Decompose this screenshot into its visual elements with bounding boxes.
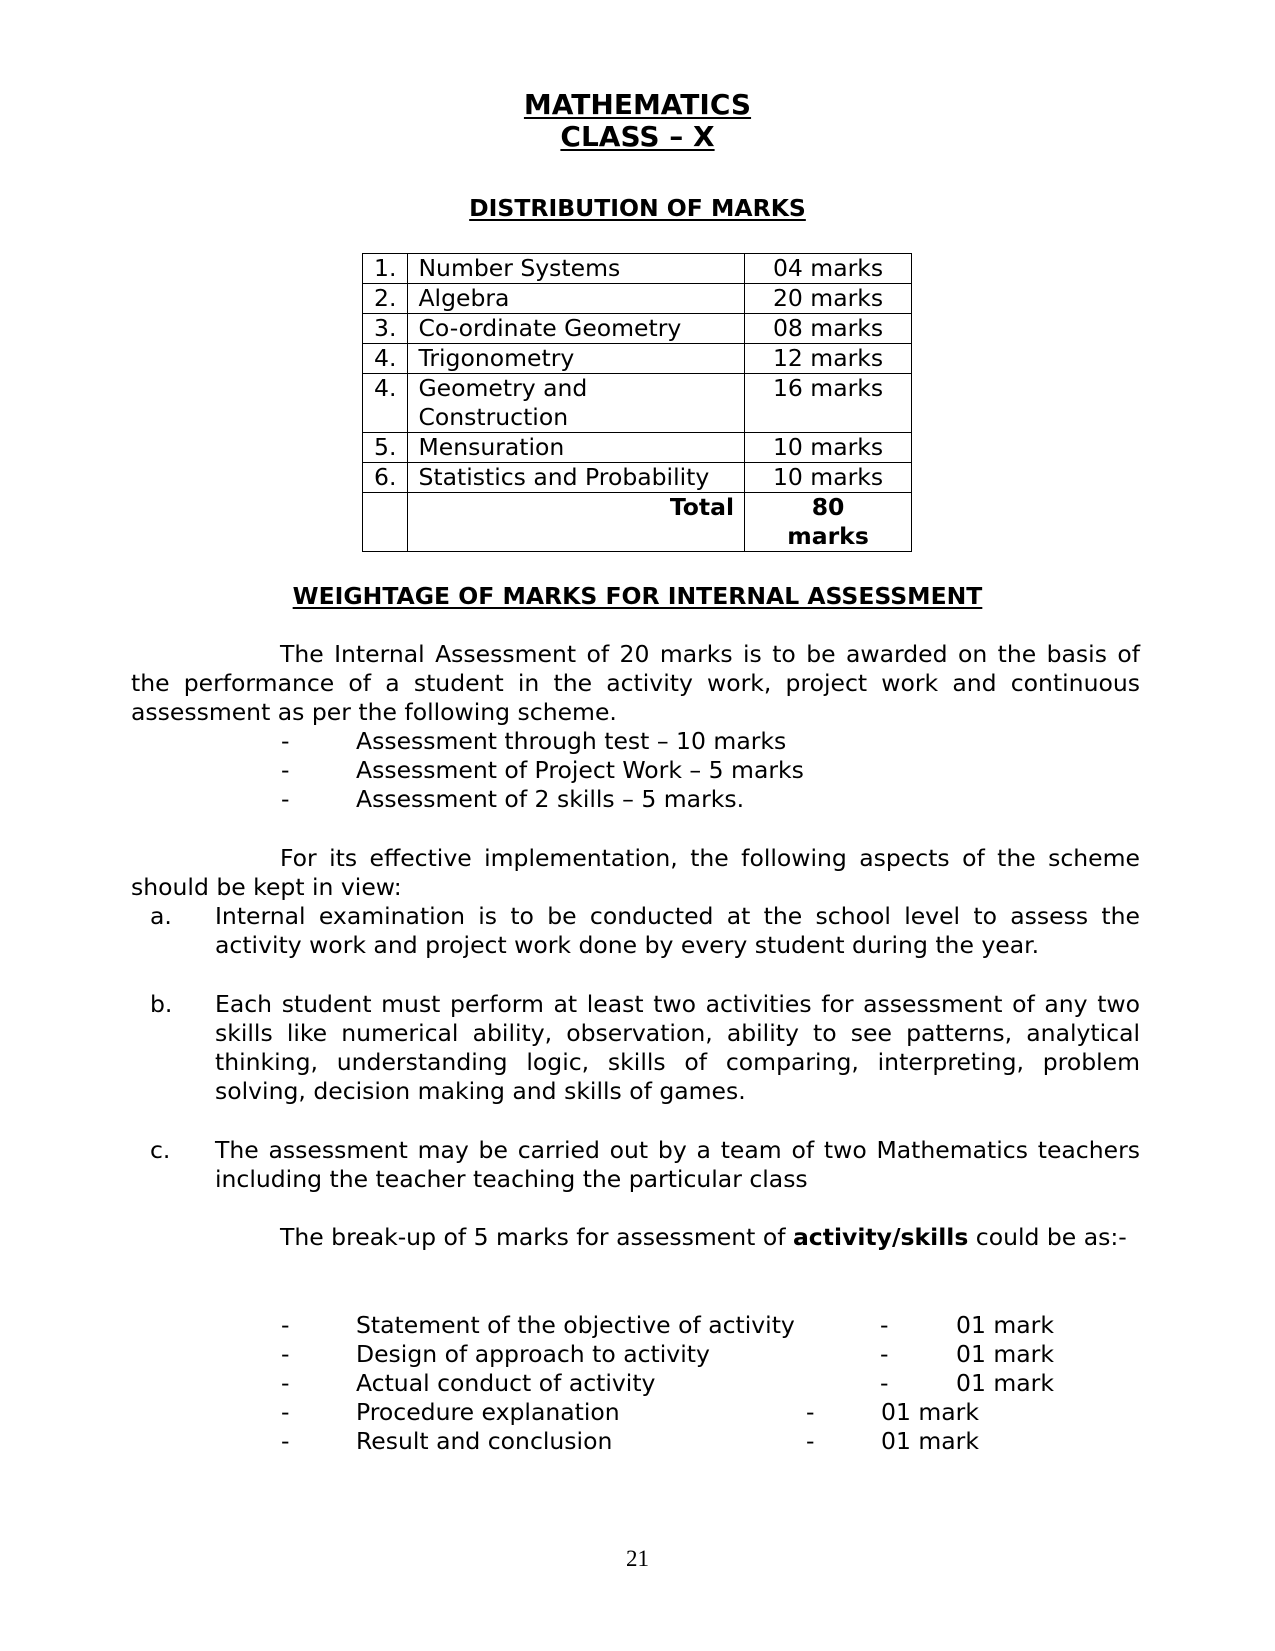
list-dash: - — [281, 785, 290, 813]
row-number: 1. — [363, 254, 408, 284]
row-topic: Trigonometry — [408, 344, 745, 374]
distribution-heading-text: DISTRIBUTION OF MARKS — [469, 194, 806, 222]
intro-paragraph — [131, 640, 1140, 727]
list-dash: - — [281, 1427, 290, 1455]
breakup-item-mark: 01 mark — [956, 1369, 1054, 1397]
intro-paragraph-text: The Internal Assessment of 20 marks is to be awarded on the basis of the performance of a student in the activity work, project work and continuous assessment as per the following scheme. — [131, 640, 1140, 726]
weightage-heading-text: WEIGHTAGE OF MARKS FOR INTERNAL ASSESSMENT — [292, 582, 983, 610]
implementation-paragraph — [131, 844, 1140, 902]
total-row — [363, 493, 912, 552]
weightage-heading — [0, 582, 1275, 610]
page-title — [0, 88, 1275, 122]
breakup-item-text: Result and conclusion — [356, 1427, 613, 1455]
table-row — [363, 463, 912, 493]
total-empty-cell — [363, 493, 408, 552]
row-number: 3. — [363, 314, 408, 344]
row-number: 6. — [363, 463, 408, 493]
row-marks: 08 marks — [745, 314, 912, 344]
total-label: Total — [408, 493, 745, 552]
breakup-item-mark: 01 mark — [881, 1427, 979, 1455]
list-dash: - — [281, 1398, 290, 1426]
list-dash: - — [281, 1369, 290, 1397]
breakup-separator: - — [880, 1369, 889, 1397]
row-number: 4. — [363, 344, 408, 374]
row-topic: Mensuration — [408, 433, 745, 463]
table-row — [363, 374, 912, 433]
breakup-item-mark: 01 mark — [956, 1340, 1054, 1368]
breakup-bold: activity/skills — [792, 1223, 969, 1251]
distribution-heading — [0, 194, 1275, 222]
list-item-text: Assessment of 2 skills – 5 marks. — [356, 785, 745, 813]
row-topic: Geometry and Construction — [408, 374, 745, 433]
row-marks: 16 marks — [745, 374, 912, 433]
row-marks: 10 marks — [745, 463, 912, 493]
title-class: CLASS – X — [560, 120, 715, 153]
title-subject: MATHEMATICS — [523, 88, 752, 121]
total-value: 80 marks — [745, 493, 912, 552]
row-number: 5. — [363, 433, 408, 463]
row-marks: 10 marks — [745, 433, 912, 463]
list-dash: - — [281, 727, 290, 755]
breakup-suffix: could be as:- — [968, 1223, 1127, 1251]
breakup-item-text: Procedure explanation — [356, 1398, 620, 1426]
breakup-paragraph — [131, 1223, 1140, 1252]
list-item-text: Assessment of Project Work – 5 marks — [356, 756, 804, 784]
row-marks: 12 marks — [745, 344, 912, 374]
breakup-separator: - — [880, 1340, 889, 1368]
breakup-item-text: Design of approach to activity — [356, 1340, 710, 1368]
breakup-separator: - — [806, 1398, 815, 1426]
list-item-text: Assessment through test – 10 marks — [356, 727, 787, 755]
breakup-item-text: Statement of the objective of activity — [356, 1311, 795, 1339]
row-number: 2. — [363, 284, 408, 314]
row-number: 4. — [363, 374, 408, 433]
row-topic: Number Systems — [408, 254, 745, 284]
breakup-item-mark: 01 mark — [881, 1398, 979, 1426]
aspect-text: Each student must perform at least two activities for assessment of any two skills like numerical ability, observation, ability to see patterns, analytical thinking, understanding logic, skills of comparing, interpreting, problem solving, decision making and skills of games. — [215, 990, 1140, 1105]
table-row — [363, 254, 912, 284]
page-number: 21 — [626, 1546, 649, 1571]
aspect-label: c. — [150, 1136, 171, 1164]
breakup-item-text: Actual conduct of activity — [356, 1369, 656, 1397]
aspect-item-c — [131, 1136, 1140, 1194]
row-topic: Co-ordinate Geometry — [408, 314, 745, 344]
table-row — [363, 314, 912, 344]
row-topic: Statistics and Probability — [408, 463, 745, 493]
table-row — [363, 344, 912, 374]
aspect-text: The assessment may be carried out by a team of two Mathematics teachers including the teacher teaching the particular class — [215, 1136, 1140, 1193]
breakup-separator: - — [880, 1311, 889, 1339]
row-topic: Algebra — [408, 284, 745, 314]
aspect-item-a — [131, 902, 1140, 960]
list-dash: - — [281, 1340, 290, 1368]
page-subtitle — [0, 120, 1275, 154]
list-dash: - — [281, 1311, 290, 1339]
aspect-label: b. — [150, 990, 173, 1018]
implementation-paragraph-text: For its effective implementation, the following aspects of the scheme should be kept in view: — [131, 844, 1140, 901]
breakup-prefix: The break-up of 5 marks for assessment of — [280, 1223, 793, 1251]
row-marks: 20 marks — [745, 284, 912, 314]
marks-table — [362, 253, 912, 552]
aspect-item-b — [131, 990, 1140, 1106]
list-dash: - — [281, 756, 290, 784]
row-marks: 04 marks — [745, 254, 912, 284]
table-row — [363, 284, 912, 314]
aspect-text: Internal examination is to be conducted at the school level to assess the activity work and project work done by every student during the year. — [215, 902, 1140, 959]
table-row — [363, 433, 912, 463]
aspect-label: a. — [150, 902, 172, 930]
breakup-item-mark: 01 mark — [956, 1311, 1054, 1339]
breakup-separator: - — [806, 1427, 815, 1455]
